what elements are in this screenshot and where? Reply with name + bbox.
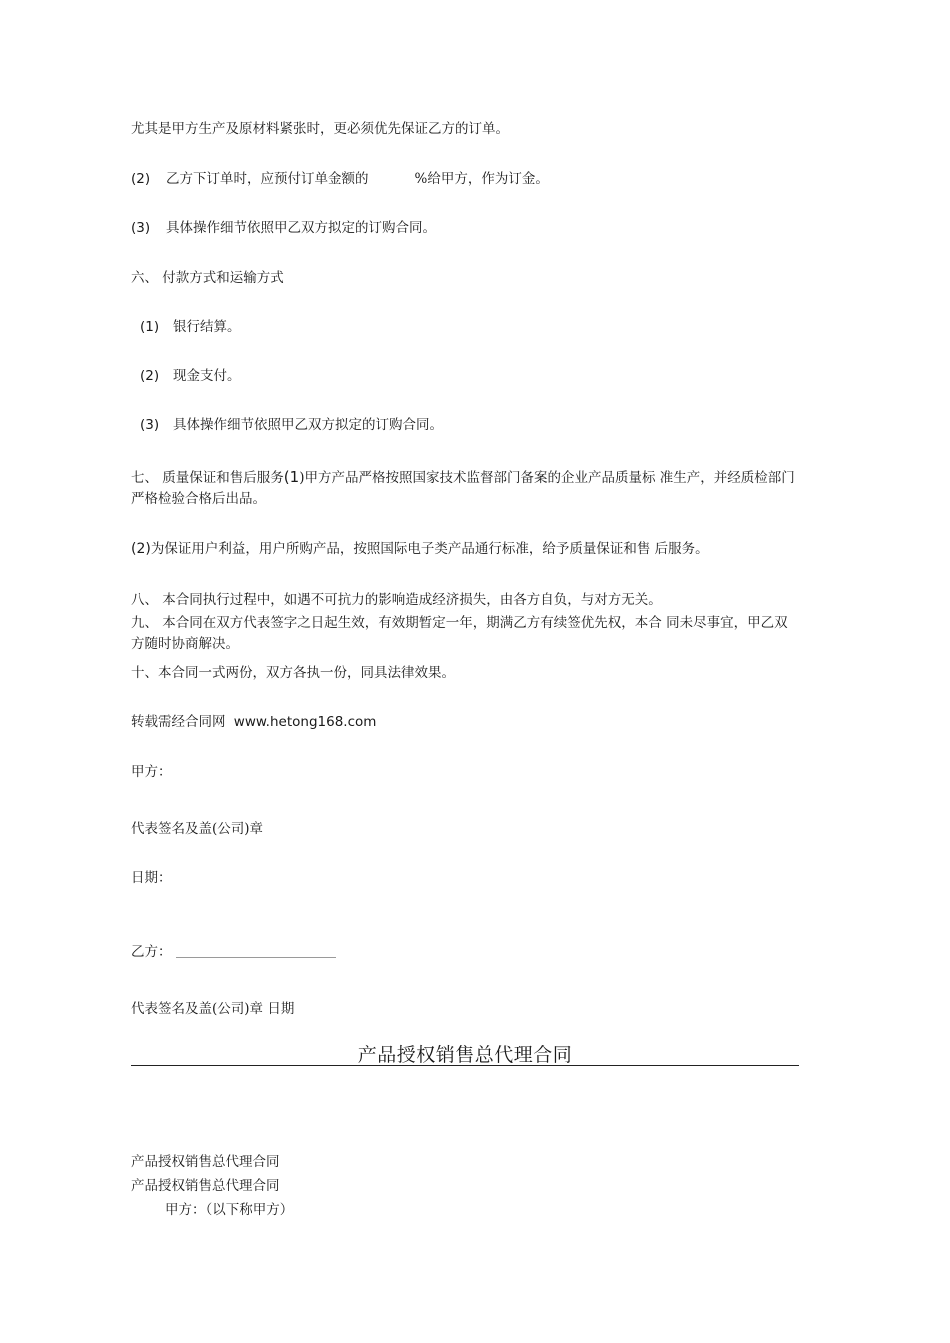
footer-line-2 [131, 1177, 280, 1195]
text: 八、 本合同执行过程中，如遇不可抗力的影响造成经济损失，由各方自负，与对方无关。 [131, 592, 662, 608]
party-b-signature [131, 1000, 294, 1018]
text: 七、 质量保证和售后服务 [131, 470, 284, 486]
text: 乙方： [131, 944, 172, 960]
text: )甲方产品严格按照国家技术监督部门备案的企业产品质量标 准生产，并经质检部门严格检验合格后出品。 [131, 470, 795, 507]
section-8 [131, 591, 662, 609]
payment-item-1 [140, 318, 241, 336]
footer-line-3 [165, 1201, 293, 1219]
text: 产品授权销售总代理合同 [131, 1178, 280, 1194]
section-7-paragraph [131, 467, 801, 510]
text: 产品授权销售总代理合同 [131, 1154, 280, 1170]
text: %给甲方，作为订金。 [414, 171, 549, 187]
text: 代表签名及盖(公司)章 [131, 821, 264, 837]
item-number: (3) [140, 417, 160, 433]
repost-notice [131, 713, 376, 731]
text: 日期： [131, 870, 172, 886]
text: 九、 本合同在双方代表签字之日起生效，有效期暂定一年，期满乙方有续签优先权，本合 同未尽事宜，甲乙双方随时协商解决。 [131, 615, 788, 652]
item-number: (2) [140, 368, 160, 384]
quality-item-2 [131, 539, 801, 560]
party-a-label [131, 763, 172, 781]
text: 转载需经合同网 [131, 714, 226, 730]
text: 具体操作细节依照甲乙双方拟定的订购合同。 [173, 417, 443, 433]
item-number: (3) [131, 220, 151, 236]
website-link[interactable]: www.hetong168.com [233, 714, 377, 730]
payment-item-2 [140, 367, 241, 385]
item-number: (1 [283, 468, 300, 486]
text: 尤其是甲方生产及原材料紧张时，更必须优先保证乙方的订单。 [131, 121, 509, 137]
text: 银行结算。 [173, 319, 241, 335]
text: 代表签名及盖(公司)章 日期 [131, 1001, 295, 1017]
payment-item-3 [140, 416, 443, 434]
party-a-date [131, 869, 172, 887]
item-number: (2) [131, 171, 151, 187]
text: 为保证用户利益，用户所购产品，按照国际电子类产品通行标准，给予质量保证和售 后服务。 [150, 541, 709, 557]
section-9 [131, 613, 801, 655]
footer-line-1 [131, 1153, 280, 1171]
section-heading-6 [131, 269, 284, 287]
party-a-signature [131, 820, 263, 838]
party-b-blank-line [176, 943, 336, 958]
item-number: (2) [131, 541, 151, 557]
item-number: (1) [140, 319, 160, 335]
text: 乙方下订单时，应预付订单金额的 [166, 171, 369, 187]
text: 甲方： [131, 764, 172, 780]
text: 十、本合同一式两份，双方各执一份，同具法律效果。 [131, 665, 455, 681]
paragraph-line [131, 120, 509, 138]
contract-title: 产品授权销售总代理合同 [357, 1044, 573, 1066]
text: 具体操作细节依照甲乙双方拟定的订购合同。 [166, 220, 436, 236]
text: 甲方：（以下称甲方） [165, 1202, 294, 1218]
text: 六、 付款方式和运输方式 [131, 270, 284, 286]
clause-item-3 [131, 219, 436, 237]
section-10 [131, 664, 455, 682]
text: 现金支付。 [173, 368, 241, 384]
party-b-label [131, 943, 336, 961]
title-rule [131, 1065, 799, 1066]
clause-item-2 [131, 170, 549, 188]
